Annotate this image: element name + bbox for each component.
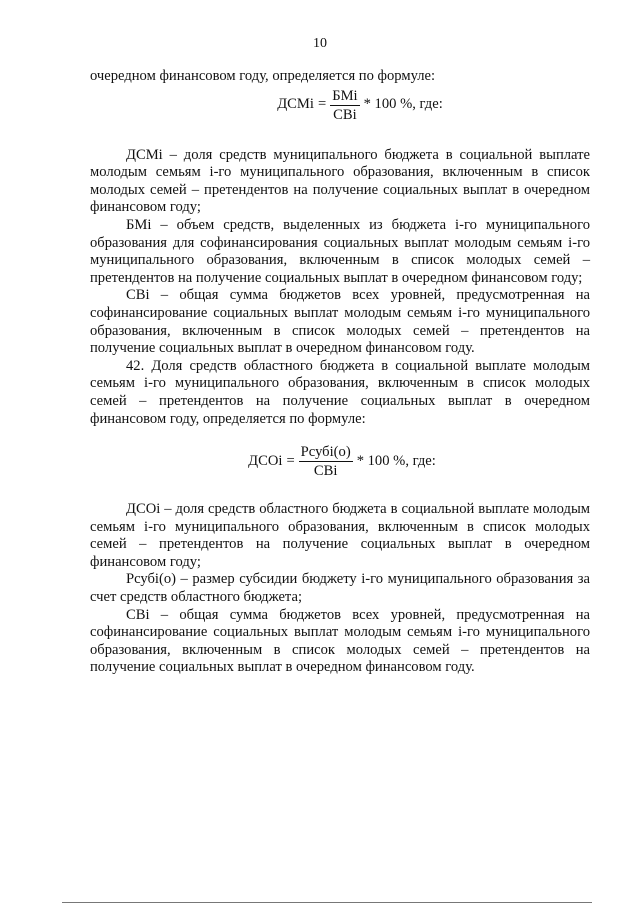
page-number: 10 bbox=[313, 36, 327, 51]
definition-dso: ДСОi – доля средств областного бюджета в социальной выплате молодым семьям i-го муниципального образования, включенным в список молодых семей – претендентов на получение социальных выплат в очередном финансовом году; bbox=[90, 501, 590, 570]
formula-numerator: БМi bbox=[332, 87, 358, 104]
item-42: 42. Доля средств областного бюджета в социальной выплате молодым семьям i-го муниципального образования, включенным в список молодых семей – претендентов на получение социальных выплат в очередном финансовом году, определяется по формуле: bbox=[90, 357, 590, 427]
formula-numerator: Рсубi(о) bbox=[300, 444, 351, 461]
formula-lhs: ДСМi bbox=[277, 96, 314, 113]
formula-equals: = bbox=[286, 452, 295, 469]
page-bottom-edge bbox=[62, 902, 592, 903]
intro-line: очередном финансовом году, определяется по формуле: bbox=[90, 68, 436, 84]
definition-sv: СВi – общая сумма бюджетов всех уровней, предусмотренная на софинансирование социальных выплат молодым семьям i-го муниципального образования, включенным в список молодых семей – претендентов на получение социальных выплат в очередном финансовом году. bbox=[90, 287, 590, 357]
definition-bm: БМi – объем средств, выделенных из бюджета i-го муниципального образования для софинансирования социальных выплат молодым семьям i-го муниципального образования, включенным в список молодых семей – претендентов на получение социальных выплат в очередном финансовом году; bbox=[90, 216, 590, 286]
formula-municipal-share bbox=[90, 88, 590, 123]
formula-fraction bbox=[299, 444, 353, 479]
document-body bbox=[90, 68, 590, 677]
formula-denominator: СВi bbox=[313, 463, 338, 480]
definition-sv-2: СВi – общая сумма бюджетов всех уровней, предусмотренная на софинансирование социальных выплат молодым семьям i-го муниципального образования, включенным в список молодых семей – претендентов на получение социальных выплат в очередном финансовом году. bbox=[90, 606, 590, 676]
formula-regional-share bbox=[90, 444, 590, 479]
formula-lhs: ДСОi bbox=[248, 452, 283, 469]
definition-rsub: Рсубi(о) – размер субсидии бюджету i-го муниципального образования за счет средств областного бюджета; bbox=[90, 571, 590, 606]
formula-tail: * 100 %, где: bbox=[363, 96, 443, 113]
definition-dsm: ДСМi – доля средств муниципального бюджета в социальной выплате молодым семьям i-го муниципального образования, включенным в список молодых семей – претендентов на получение социальных выплат в очередном финансовом году; bbox=[90, 146, 590, 216]
formula-denominator: СВi bbox=[333, 106, 357, 123]
formula-tail: * 100 %, где: bbox=[356, 452, 436, 469]
formula-fraction bbox=[330, 88, 359, 123]
formula-equals: = bbox=[317, 96, 327, 113]
